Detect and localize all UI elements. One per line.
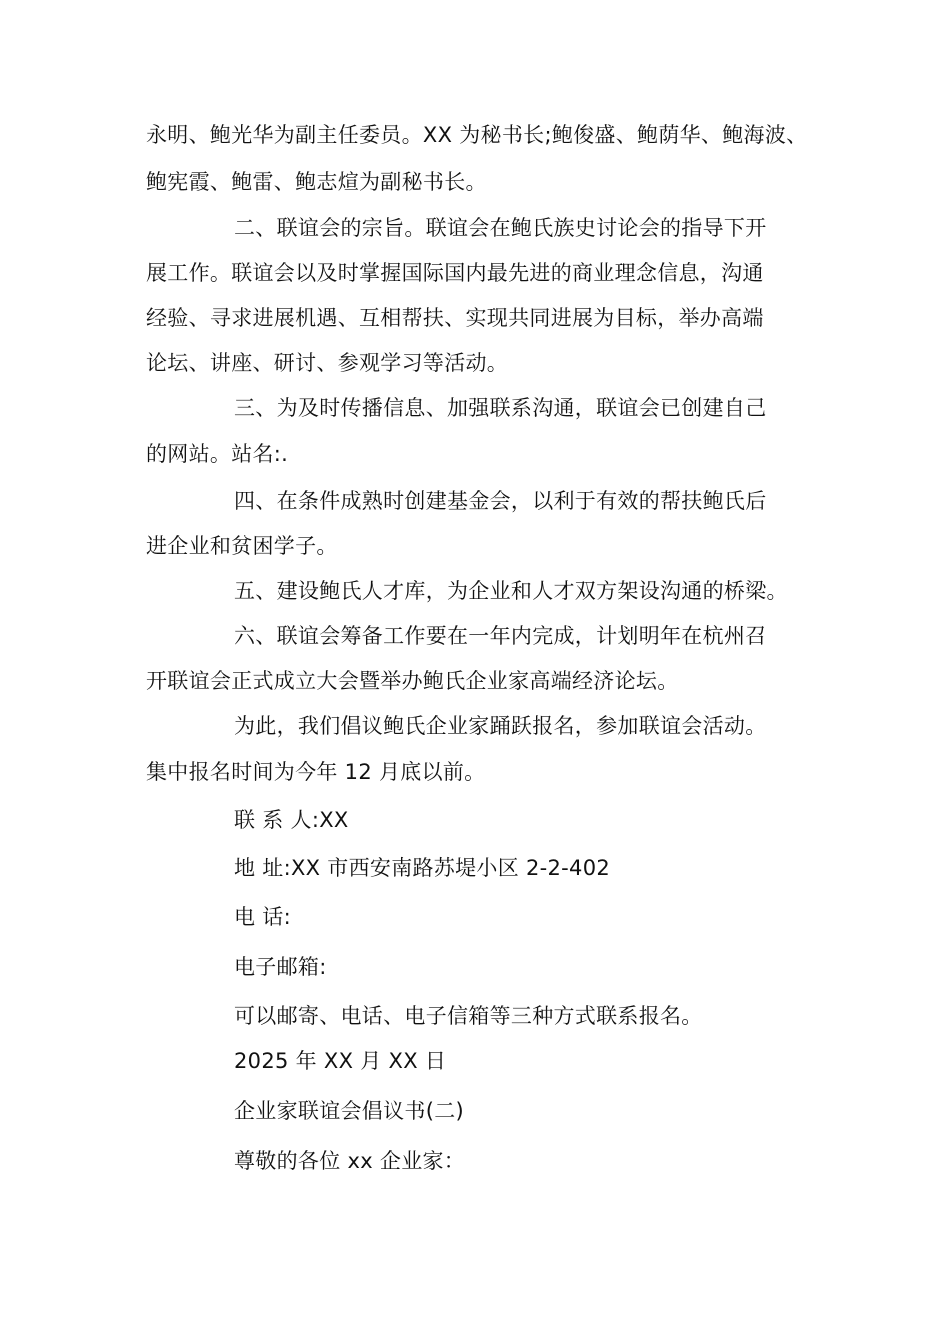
body-text-line: 永明、鲍光华为副主任委员。XX 为秘书长;鲍俊盛、鲍荫华、鲍海波、: [146, 123, 808, 147]
body-text-line: 集中报名时间为今年 12 月底以前。: [146, 760, 486, 784]
body-text-line: 鲍宪霞、鲍雷、鲍志煊为副秘书长。: [146, 170, 487, 194]
body-text-line: 展工作。联谊会以及时掌握国际国内最先进的商业理念信息，沟通: [146, 261, 764, 285]
paragraph-3-start: 三、为及时传播信息、加强联系沟通，联谊会已创建自己: [234, 396, 767, 420]
body-text-line: 论坛、讲座、研讨、参观学习等活动。: [146, 351, 509, 375]
salutation: 尊敬的各位 xx 企业家：: [234, 1149, 466, 1173]
paragraph-4-start: 四、在条件成熟时创建基金会，以利于有效的帮扶鲍氏后: [234, 489, 767, 513]
contact-phone: 电 话:: [234, 905, 291, 929]
body-text-line: 的网站。站名:.: [146, 442, 289, 466]
body-text-line: 经验、寻求进展机遇、互相帮扶、实现共同进展为目标，举办高端: [146, 306, 764, 330]
body-text-line: 开联谊会正式成立大会暨举办鲍氏企业家高端经济论坛。: [146, 669, 679, 693]
contact-methods: 可以邮寄、电话、电子信箱等三种方式联系报名。: [234, 1004, 703, 1028]
contact-address: 地 址:XX 市西安南路苏堤小区 2-2-402: [234, 856, 611, 880]
paragraph-7-start: 为此，我们倡议鲍氏企业家踊跃报名，参加联谊会活动。: [234, 714, 767, 738]
body-text-line: 进企业和贫困学子。: [146, 534, 338, 558]
contact-email: 电子邮箱:: [234, 955, 327, 979]
paragraph-5: 五、建设鲍氏人才库，为企业和人才双方架设沟通的桥梁。: [234, 579, 788, 603]
paragraph-2-start: 二、联谊会的宗旨。联谊会在鲍氏族史讨论会的指导下开: [234, 216, 767, 240]
contact-person: 联 系 人:XX: [234, 808, 349, 832]
section-title: 企业家联谊会倡议书(二): [234, 1099, 464, 1123]
paragraph-6-start: 六、联谊会筹备工作要在一年内完成，计划明年在杭州召: [234, 624, 767, 648]
document-date: 2025 年 XX 月 XX 日: [234, 1049, 447, 1073]
